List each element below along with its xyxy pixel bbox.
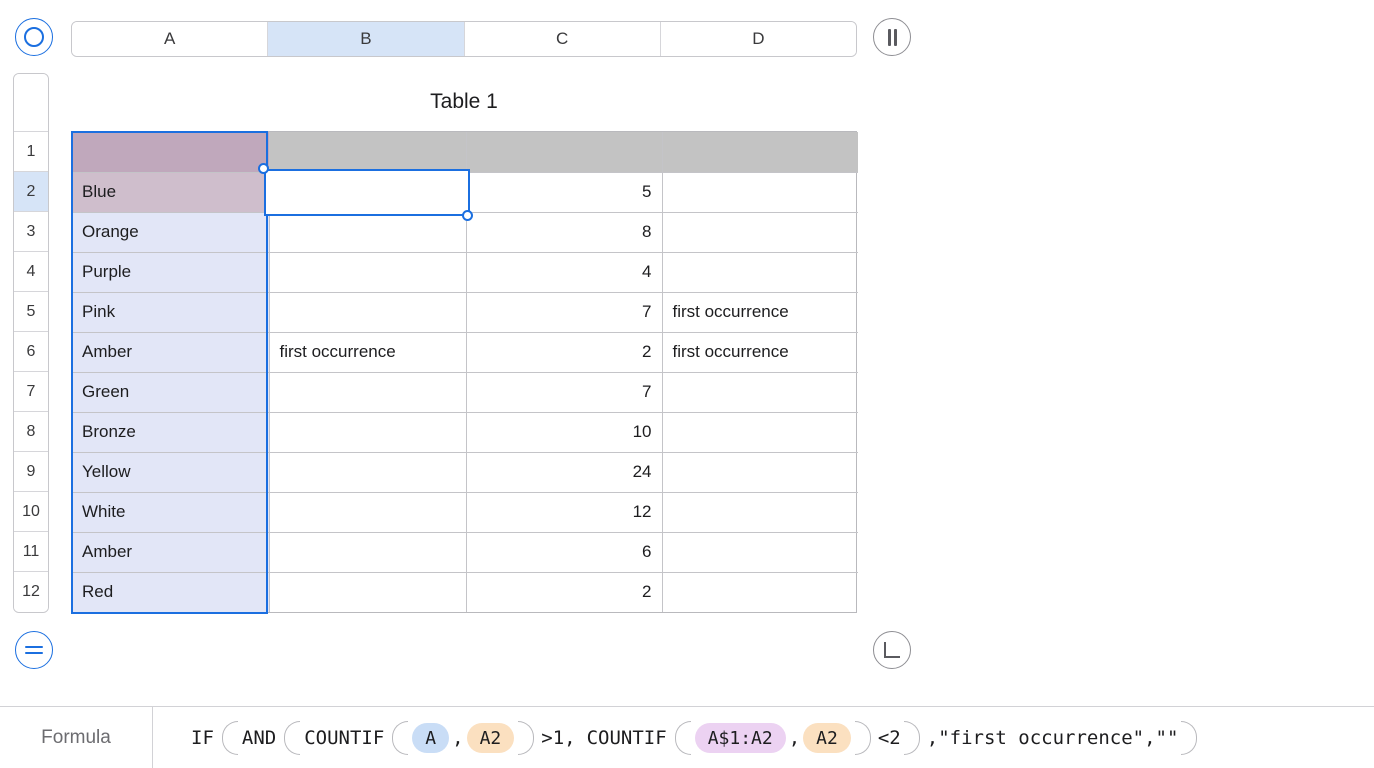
cell-c11[interactable]: 6	[466, 532, 662, 572]
table-row[interactable]	[72, 252, 858, 292]
cell-a3[interactable]: Orange	[72, 212, 269, 252]
row-header-2[interactable]: 2	[14, 172, 48, 212]
cell-d7[interactable]	[662, 372, 858, 412]
paren-close-icon	[855, 721, 871, 755]
table-row[interactable]	[72, 412, 858, 452]
formula-token-countif-1[interactable]: COUNTIF	[304, 727, 385, 749]
row-header-4[interactable]: 4	[14, 252, 48, 292]
cell-d11[interactable]	[662, 532, 858, 572]
row-header-6[interactable]: 6	[14, 332, 48, 372]
cell-a11[interactable]: Amber	[72, 532, 269, 572]
row-header-10[interactable]: 10	[14, 492, 48, 532]
formula-ref-a2-first[interactable]: A2	[467, 723, 515, 753]
formula-ref-a2-second[interactable]: A2	[803, 723, 851, 753]
cell-b8[interactable]	[269, 412, 466, 452]
table-row[interactable]	[72, 492, 858, 532]
cell-a1[interactable]	[72, 132, 269, 172]
column-header-bar[interactable]	[71, 21, 857, 57]
column-header-b[interactable]: B	[268, 22, 464, 56]
resize-corner-icon	[884, 642, 900, 658]
row-header-5[interactable]: 5	[14, 292, 48, 332]
cell-d4[interactable]	[662, 252, 858, 292]
formula-ref-a[interactable]: A	[412, 723, 449, 753]
cell-a2[interactable]: Blue	[72, 172, 269, 212]
formula-comma-2: ,	[788, 727, 801, 749]
paren-open-icon	[392, 721, 408, 755]
row-header-9[interactable]: 9	[14, 452, 48, 492]
row-header-7[interactable]: 7	[14, 372, 48, 412]
row-header-8[interactable]: 8	[14, 412, 48, 452]
formula-tail-text: ,"first occurrence",""	[926, 727, 1179, 749]
row-header-1[interactable]: 1	[14, 132, 48, 172]
cell-a10[interactable]: White	[72, 492, 269, 532]
row-header-blank	[14, 74, 48, 132]
cell-b12[interactable]	[269, 572, 466, 612]
formula-operator-lt2: <2	[877, 727, 901, 749]
cell-b4[interactable]	[269, 252, 466, 292]
cell-a12[interactable]: Red	[72, 572, 269, 612]
paren-open-icon	[675, 721, 691, 755]
paren-close-icon	[1181, 721, 1197, 755]
cell-b7[interactable]	[269, 372, 466, 412]
selection-handle-top-left[interactable]	[258, 163, 269, 174]
table-row[interactable]	[72, 452, 858, 492]
cell-d12[interactable]	[662, 572, 858, 612]
formula-token-countif-2[interactable]: COUNTIF	[586, 727, 667, 749]
cell-b1[interactable]	[269, 132, 466, 172]
cell-d2[interactable]	[662, 172, 858, 212]
paren-open-icon	[284, 721, 300, 755]
formula-expression[interactable]	[153, 721, 1374, 755]
column-header-d[interactable]: D	[661, 22, 856, 56]
cell-c3[interactable]: 8	[466, 212, 662, 252]
cell-c2[interactable]: 5	[466, 172, 662, 212]
cell-a6[interactable]: Amber	[72, 332, 269, 372]
row-header-11[interactable]: 11	[14, 532, 48, 572]
row-header-3[interactable]: 3	[14, 212, 48, 252]
cell-a7[interactable]: Green	[72, 372, 269, 412]
cell-d8[interactable]	[662, 412, 858, 452]
formula-ref-range[interactable]: A$1:A2	[695, 723, 786, 753]
cell-c4[interactable]: 4	[466, 252, 662, 292]
cell-c1[interactable]	[466, 132, 662, 172]
table-row[interactable]	[72, 292, 858, 332]
cell-a9[interactable]: Yellow	[72, 452, 269, 492]
cell-b3[interactable]	[269, 212, 466, 252]
cell-d5[interactable]: first occurrence	[662, 292, 858, 332]
cell-a8[interactable]: Bronze	[72, 412, 269, 452]
circle-icon	[24, 27, 44, 47]
cell-c8[interactable]: 10	[466, 412, 662, 452]
pause-icon	[888, 29, 897, 46]
cell-c7[interactable]: 7	[466, 372, 662, 412]
cell-d1[interactable]	[662, 132, 858, 172]
cell-b9[interactable]	[269, 452, 466, 492]
cell-d3[interactable]	[662, 212, 858, 252]
table-row[interactable]	[72, 332, 858, 372]
pause-button[interactable]	[873, 18, 911, 56]
table-row[interactable]	[72, 372, 858, 412]
table-title[interactable]: Table 1	[430, 90, 498, 113]
formula-operator-gt1: >1,	[541, 727, 576, 749]
formula-token-and[interactable]: AND	[241, 727, 277, 749]
active-cell-editor[interactable]	[264, 169, 470, 216]
formula-bar-label: Formula	[41, 727, 111, 748]
formula-comma-1: ,	[452, 727, 464, 749]
paren-open-icon	[222, 721, 238, 755]
column-header-c[interactable]: C	[465, 22, 661, 56]
formula-bar[interactable]	[0, 706, 1374, 768]
cell-b11[interactable]	[269, 532, 466, 572]
cell-a5[interactable]: Pink	[72, 292, 269, 332]
cell-c6[interactable]: 2	[466, 332, 662, 372]
table-handle-button[interactable]	[15, 18, 53, 56]
cell-b10[interactable]	[269, 492, 466, 532]
formula-equals-button[interactable]	[15, 631, 53, 669]
table-row[interactable]	[72, 132, 858, 172]
equals-icon	[25, 646, 43, 654]
column-header-a[interactable]: A	[72, 22, 268, 56]
cell-d6[interactable]: first occurrence	[662, 332, 858, 372]
row-header-gutter[interactable]	[13, 73, 49, 613]
table-row[interactable]	[72, 572, 858, 612]
cell-c9[interactable]: 24	[466, 452, 662, 492]
cell-b6[interactable]: first occurrence	[269, 332, 466, 372]
paren-close-icon	[518, 721, 534, 755]
table-resize-button[interactable]	[873, 631, 911, 669]
cell-c10[interactable]: 12	[466, 492, 662, 532]
selection-handle-bottom-right[interactable]	[462, 210, 473, 221]
formula-token-if[interactable]: IF	[191, 727, 214, 749]
cell-c12[interactable]: 2	[466, 572, 662, 612]
cell-b5[interactable]	[269, 292, 466, 332]
table-row[interactable]	[72, 532, 858, 572]
cell-d10[interactable]	[662, 492, 858, 532]
row-header-12[interactable]: 12	[14, 572, 48, 612]
cell-c5[interactable]: 7	[466, 292, 662, 332]
paren-close-icon	[904, 721, 920, 755]
cell-a4[interactable]: Purple	[72, 252, 269, 292]
cell-d9[interactable]	[662, 452, 858, 492]
